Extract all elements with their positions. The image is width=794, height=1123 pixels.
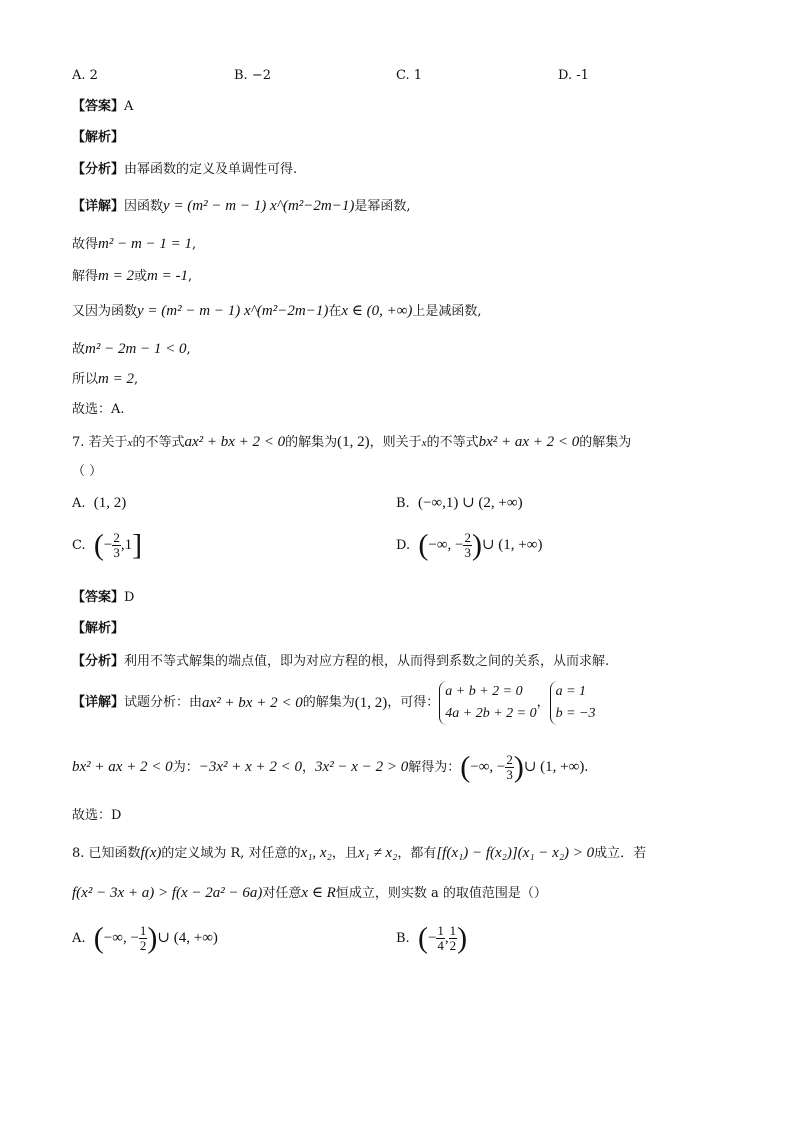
left-paren: ( — [460, 750, 471, 784]
text: 所以 — [72, 372, 99, 387]
tail: ∪ (1, +∞). — [523, 759, 589, 775]
math-expr: −3x² + x + 2 < 0 — [198, 759, 303, 775]
q7-choose: 故选：D — [72, 808, 122, 823]
q7-option-a — [72, 493, 126, 514]
right-paren: ) — [457, 921, 468, 955]
text: , — [133, 372, 139, 387]
text: 又因为函数 — [72, 304, 138, 319]
head: −∞, − — [103, 930, 139, 946]
q6-choose: 故选：A. — [72, 402, 125, 417]
math-expr: x ∈ (0, +∞) — [341, 303, 413, 319]
math-expr: f(x² − 3x + a) > f(x − 2a² − 6a) — [72, 885, 263, 901]
text: ， — [302, 760, 316, 775]
option-value: (1, 2) — [93, 495, 127, 511]
analysis-tag: 【解析】 — [72, 130, 125, 145]
fraction — [436, 924, 445, 953]
math-expr: ax² + bx + 2 < 0 — [202, 695, 303, 711]
math-expr: m² − m − 1 = 1 — [98, 236, 193, 252]
text: 恒成立，则实数 a 的取值范围是（） — [335, 886, 547, 901]
answer-value: D — [124, 590, 135, 605]
text: 故得 — [72, 237, 99, 252]
answer-tag: 【答案】 — [72, 99, 125, 114]
q6-detail-line-4 — [72, 301, 482, 322]
text: 试题分析：由 — [124, 695, 203, 710]
detail-tag: 【详解】 — [72, 199, 125, 214]
option-label: A. — [72, 931, 86, 946]
equation-system-2 — [550, 681, 596, 725]
q7-option-d — [396, 528, 543, 562]
math-var: x — [421, 437, 427, 449]
text: 故 — [72, 342, 86, 357]
denominator: 3 — [506, 767, 513, 782]
q6-detail-line-2 — [72, 234, 196, 255]
comma: , — [444, 930, 449, 946]
text: ，且 — [331, 846, 358, 861]
q6-detail-line-5 — [72, 339, 191, 360]
math-expr: ax² + bx + 2 < 0 — [184, 434, 286, 450]
text: 解得 — [72, 269, 99, 284]
minus: − — [103, 537, 113, 553]
q7-stem — [72, 432, 631, 453]
fraction — [112, 531, 121, 560]
text: , — [187, 269, 193, 284]
numerator: 1 — [437, 923, 444, 938]
q6-detail-line-1 — [72, 196, 410, 217]
text: ，则关于 — [369, 435, 422, 450]
math-expr: x₁ ≠ x₂ — [357, 845, 398, 861]
denominator: 3 — [113, 545, 120, 560]
math-expr: bx² + ax + 2 < 0 — [478, 434, 580, 450]
analysis-tag: 【解析】 — [72, 621, 125, 636]
text: 的解集为 — [302, 695, 355, 710]
text: 8. 已知函数 — [72, 846, 141, 861]
q7-analysis-heading — [72, 619, 124, 639]
text: , — [186, 342, 191, 357]
q6-detail-line-3 — [72, 266, 192, 287]
numerator: 2 — [464, 530, 471, 545]
q6-option-b: B. −2 — [234, 68, 271, 83]
equation-row: a + b + 2 = 0 — [445, 684, 523, 699]
math-set: (1, 2) — [337, 434, 370, 450]
math-expr: bx² + ax + 2 < 0 — [72, 759, 173, 775]
text: 的不等式 — [426, 435, 479, 450]
left-paren: ( — [93, 921, 104, 955]
equation-row: b = −3 — [555, 706, 596, 721]
text: 上是减函数, — [412, 304, 482, 319]
q7-detail-line-2 — [72, 752, 588, 783]
right-paren: ) — [471, 528, 482, 562]
option-label: B. — [396, 496, 410, 511]
detail-tag: 【详解】 — [72, 695, 125, 710]
left-paren: ( — [93, 528, 104, 562]
tail: ∪ (4, +∞) — [157, 930, 218, 946]
fenxi-text: 由幂函数的定义及单调性可得. — [124, 162, 298, 177]
q7-detail-line-1 — [72, 681, 596, 725]
right-paren: ) — [147, 921, 158, 955]
math-expr: [f(x₁) − f(x₂)](x₁ − x₂) > 0 — [436, 845, 595, 861]
denominator: 4 — [437, 938, 444, 953]
text: 是幂函数, — [354, 199, 411, 214]
text: 成立．若 — [594, 846, 647, 861]
text: 为： — [172, 760, 199, 775]
math-expr: y = (m² − m − 1) x^(m²−2m−1) — [137, 303, 329, 319]
equation-row: a = 1 — [555, 684, 587, 699]
q6-fenxi — [72, 160, 297, 180]
q6-detail-line-6 — [72, 369, 138, 390]
math-expr: m = -1 — [147, 268, 188, 284]
q8-option-b — [396, 921, 468, 955]
answer-tag: 【答案】 — [72, 590, 125, 605]
text: 的不等式 — [132, 435, 185, 450]
text: 解得为： — [408, 760, 461, 775]
right-paren: ] — [132, 528, 143, 562]
fraction — [463, 531, 472, 560]
math-expr: x ∈ R — [301, 885, 336, 901]
q7-answer — [72, 588, 134, 608]
text: 因函数 — [124, 199, 164, 214]
fraction — [505, 753, 514, 782]
text: 的解集为 — [579, 435, 632, 450]
q7-option-c — [72, 528, 143, 562]
fenxi-text: 利用不等式解集的端点值，即为对应方程的根，从而得到系数之间的关系，从而求解. — [124, 654, 610, 669]
text: 7. 若关于 — [72, 435, 128, 450]
q6-analysis-heading — [72, 128, 124, 148]
text: ，可得： — [387, 695, 440, 710]
right-paren: ) — [513, 750, 524, 784]
head: −∞, − — [470, 759, 506, 775]
q8-stem-line-2 — [72, 883, 547, 904]
answer-value: A — [124, 99, 134, 114]
denominator: 2 — [449, 938, 457, 953]
minus: − — [427, 930, 437, 946]
option-label: C. — [72, 538, 86, 553]
fraction — [449, 924, 458, 953]
head: −∞, − — [428, 537, 464, 553]
numerator: 1 — [139, 923, 147, 938]
text: 或 — [133, 269, 147, 284]
text: 在 — [328, 304, 342, 319]
q7-fenxi — [72, 652, 609, 672]
q7-paren: （ ） — [72, 464, 103, 479]
fenxi-tag: 【分析】 — [72, 162, 125, 177]
numerator: 1 — [449, 923, 457, 938]
math-expr: y = (m² − m − 1) x^(m²−2m−1) — [163, 198, 355, 214]
text: 的定义域为 R, 对任意的 — [161, 846, 301, 861]
equation-system-1 — [439, 681, 536, 725]
denominator: 2 — [139, 938, 147, 953]
denominator: 3 — [464, 545, 471, 560]
equation-row: 4a + 2b + 2 = 0 — [445, 706, 537, 721]
q6-answer — [72, 97, 133, 117]
numerator: 2 — [113, 530, 120, 545]
math-set: (1, 2) — [354, 695, 388, 711]
text: 的解集为 — [285, 435, 338, 450]
q8-option-a — [72, 921, 218, 955]
q6-option-c: C. 1 — [396, 68, 423, 83]
math-expr: m = 2 — [98, 371, 134, 387]
left-paren: ( — [417, 921, 428, 955]
separator: ， — [536, 695, 550, 710]
option-value: (−∞,1) ∪ (2, +∞) — [417, 495, 523, 511]
tail: ∪ (1, +∞) — [481, 537, 543, 553]
math-var: x — [127, 437, 133, 449]
q6-option-a: A. 2 — [72, 68, 98, 83]
math-expr: x₁, x₂ — [300, 845, 332, 861]
q7-option-b — [396, 493, 523, 514]
q6-option-d: D. -1 — [558, 68, 589, 83]
option-label: A. — [72, 496, 86, 511]
math-expr: m² − 2m − 1 < 0 — [85, 341, 187, 357]
text: , — [192, 237, 197, 252]
math-expr: 3x² − x − 2 > 0 — [315, 759, 409, 775]
math-expr: f(x) — [140, 845, 162, 861]
text: 对任意 — [262, 886, 302, 901]
tail: ,1 — [120, 537, 133, 553]
numerator: 2 — [506, 752, 513, 767]
fenxi-tag: 【分析】 — [72, 654, 125, 669]
option-label: B. — [396, 931, 410, 946]
q8-stem-line-1 — [72, 843, 646, 864]
option-label: D. — [396, 538, 411, 553]
math-expr: m = 2 — [98, 268, 134, 284]
text: ，都有 — [397, 846, 437, 861]
left-paren: ( — [418, 528, 429, 562]
